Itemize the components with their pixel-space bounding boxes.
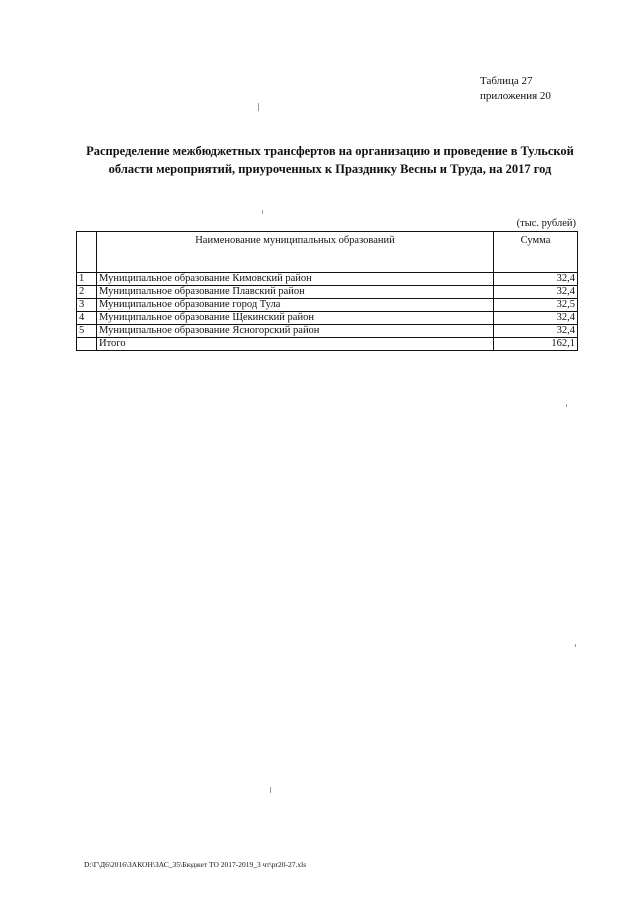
distribution-table [76,231,578,351]
table-header-row [77,232,578,273]
row-name: Муниципальное образование Щекинский район [97,312,494,325]
scan-speck [262,210,263,214]
header-number [77,232,97,273]
row-number: 2 [77,286,97,299]
table-reference [480,74,590,104]
total-number [77,338,97,351]
scan-speck [270,787,271,793]
row-sum: 32,4 [494,273,578,286]
document-title [60,142,600,178]
scan-speck [566,404,567,407]
scan-speck [258,103,259,111]
table-row [77,325,578,338]
table-number-label: Таблица 27 [480,75,533,87]
table-total-row [77,338,578,351]
row-sum: 32,4 [494,325,578,338]
table-row [77,312,578,325]
row-name: Муниципальное образование город Тула [97,299,494,312]
table-row [77,286,578,299]
header-sum: Сумма [494,232,578,273]
row-sum: 32,4 [494,286,578,299]
row-sum: 32,5 [494,299,578,312]
row-name: Муниципальное образование Плавский район [97,286,494,299]
total-sum: 162,1 [494,338,578,351]
table-row [77,273,578,286]
row-sum: 32,4 [494,312,578,325]
row-number: 3 [77,299,97,312]
table-row [77,299,578,312]
units-label: (тыс. рублей) [516,218,576,229]
row-name: Муниципальное образование Кимовский район [97,273,494,286]
scan-speck [575,644,576,647]
total-label: Итого [97,338,494,351]
file-path-footer: D:\Г\Д6\2016\ЗАКОН\ЗАС_35\Бюджет ТО 2017-2019_3 чт\pr20-27.xls [84,860,307,869]
appendix-label: приложения 20 [480,90,551,102]
header-name: Наименование муниципальных образований [97,232,494,273]
row-number: 4 [77,312,97,325]
row-number: 5 [77,325,97,338]
row-number: 1 [77,273,97,286]
row-name: Муниципальное образование Ясногорский район [97,325,494,338]
title-line-1: Распределение межбюджетных трансфертов на организацию и проведение в Тульской [86,144,574,158]
title-line-2: области мероприятий, приуроченных к Празднику Весны и Труда, на 2017 год [108,162,552,176]
